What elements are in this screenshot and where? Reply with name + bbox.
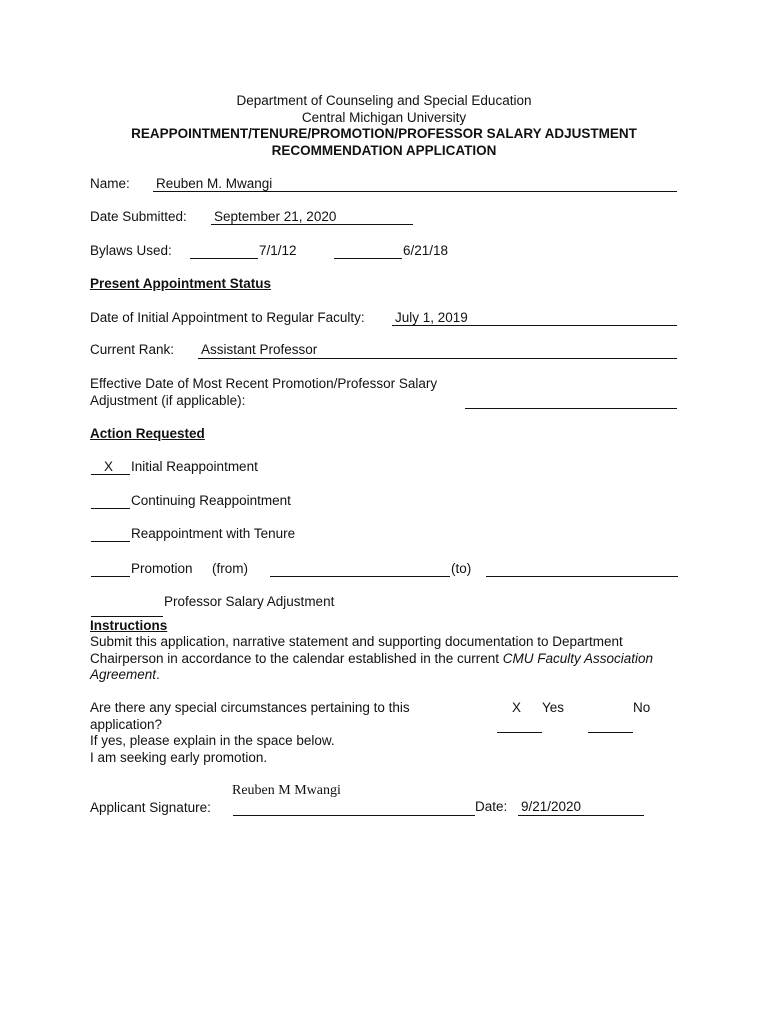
bylaws-label: Bylaws Used: [90, 243, 172, 258]
promotion-blank[interactable] [91, 576, 130, 577]
reappointment-tenure-label: Reappointment with Tenure [131, 526, 296, 541]
effective-date-label-line2: Adjustment (if applicable): [90, 393, 246, 408]
promotion-label: Promotion [131, 561, 193, 576]
no-label: No [633, 700, 651, 715]
name-label: Name: [90, 176, 130, 191]
name-field-line [153, 191, 677, 192]
special-question-line2: application? [90, 717, 163, 732]
date-submitted-line [211, 224, 413, 225]
continuing-reappointment-label: Continuing Reappointment [131, 493, 291, 508]
agreement-name: CMU Faculty Association Agreement [90, 650, 654, 682]
initial-reappointment-label: Initial Reappointment [131, 459, 258, 474]
salary-adjustment-blank[interactable] [91, 616, 163, 617]
promotion-to-line [486, 576, 678, 577]
department-name: Department of Counseling and Special Education [236, 93, 532, 108]
signature-date-value[interactable]: 9/21/2020 [521, 799, 582, 814]
salary-adjustment-label: Professor Salary Adjustment [164, 594, 335, 609]
reappointment-tenure-blank[interactable] [91, 541, 130, 542]
bylaws-option2-blank[interactable] [334, 258, 402, 259]
name-value[interactable]: Reuben M. Mwangi [156, 176, 273, 191]
applicant-signature[interactable]: Reuben M Mwangi [232, 783, 341, 798]
yes-mark: X [512, 700, 522, 715]
date-submitted-label: Date Submitted: [90, 209, 187, 224]
special-question-line1: Are there any special circumstances pertaining to this [90, 700, 410, 715]
no-blank[interactable] [588, 732, 633, 733]
signature-label: Applicant Signature: [90, 800, 211, 815]
continuing-reappointment-blank[interactable] [91, 508, 130, 509]
form-title-line1: REAPPOINTMENT/TENURE/PROMOTION/PROFESSOR SALARY ADJUSTMENT [131, 126, 637, 141]
promotion-from-label: (from) [212, 561, 248, 576]
special-explain-instruction: If yes, please explain in the space below. [90, 733, 335, 748]
instructions-heading: Instructions [90, 618, 168, 633]
initial-appointment-line [392, 325, 677, 326]
university-name: Central Michigan University [301, 110, 467, 125]
effective-date-line [465, 408, 677, 409]
current-rank-label: Current Rank: [90, 342, 175, 357]
yes-label: Yes [542, 700, 565, 715]
instructions-text: Submit this application, narrative statement and supporting documentation to Department Chairperson in accordance to the calendar established in the current CMU Faculty Association Agreement. [90, 634, 654, 682]
initial-appointment-value[interactable]: July 1, 2019 [395, 310, 468, 325]
date-submitted-value[interactable]: September 21, 2020 [214, 209, 337, 224]
initial-appointment-label: Date of Initial Appointment to Regular Faculty: [90, 310, 365, 325]
action-requested-heading: Action Requested [90, 426, 205, 441]
bylaws-option2-label: 6/21/18 [403, 243, 449, 258]
special-explanation[interactable]: I am seeking early promotion. [90, 750, 268, 765]
current-rank-value[interactable]: Assistant Professor [201, 342, 318, 357]
bylaws-option1-label: 7/1/12 [259, 243, 297, 258]
current-rank-line [198, 358, 677, 359]
form-title-line2: RECOMMENDATION APPLICATION [271, 143, 497, 158]
initial-reappointment-mark: X [104, 459, 114, 474]
promotion-to-label: (to) [451, 561, 472, 576]
signature-date-label: Date: [475, 799, 508, 814]
bylaws-option1-blank[interactable] [190, 258, 258, 259]
yes-blank[interactable] [497, 732, 542, 733]
signature-line [233, 815, 475, 816]
signature-date-line [518, 815, 644, 816]
promotion-from-line [270, 576, 450, 577]
effective-date-label-line1: Effective Date of Most Recent Promotion/Professor Salary [90, 376, 438, 391]
present-status-heading: Present Appointment Status [90, 276, 272, 291]
